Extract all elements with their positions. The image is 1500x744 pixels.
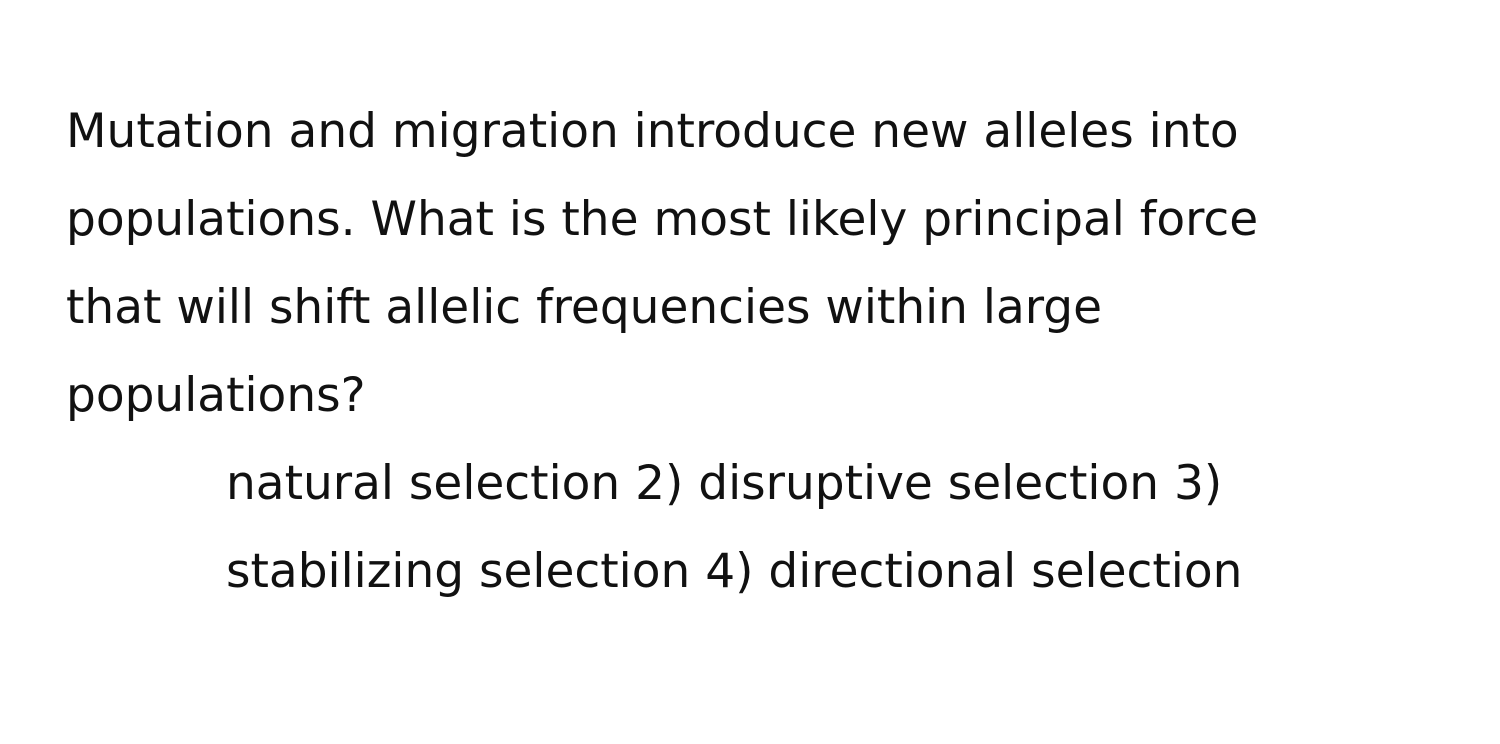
question-line-3: that will shift allelic frequencies within large	[66, 280, 1103, 335]
question-line-2: populations. What is the most likely principal force	[66, 192, 1259, 247]
options-line-1: natural selection 2) disruptive selection 3)	[226, 456, 1223, 511]
options-line-2: stabilizing selection 4) directional selection	[226, 544, 1243, 599]
question-line-4: populations?	[66, 368, 366, 423]
answer-options	[226, 440, 1456, 616]
question-text	[66, 88, 1446, 440]
question-line-1: Mutation and migration introduce new alleles into	[66, 104, 1239, 159]
